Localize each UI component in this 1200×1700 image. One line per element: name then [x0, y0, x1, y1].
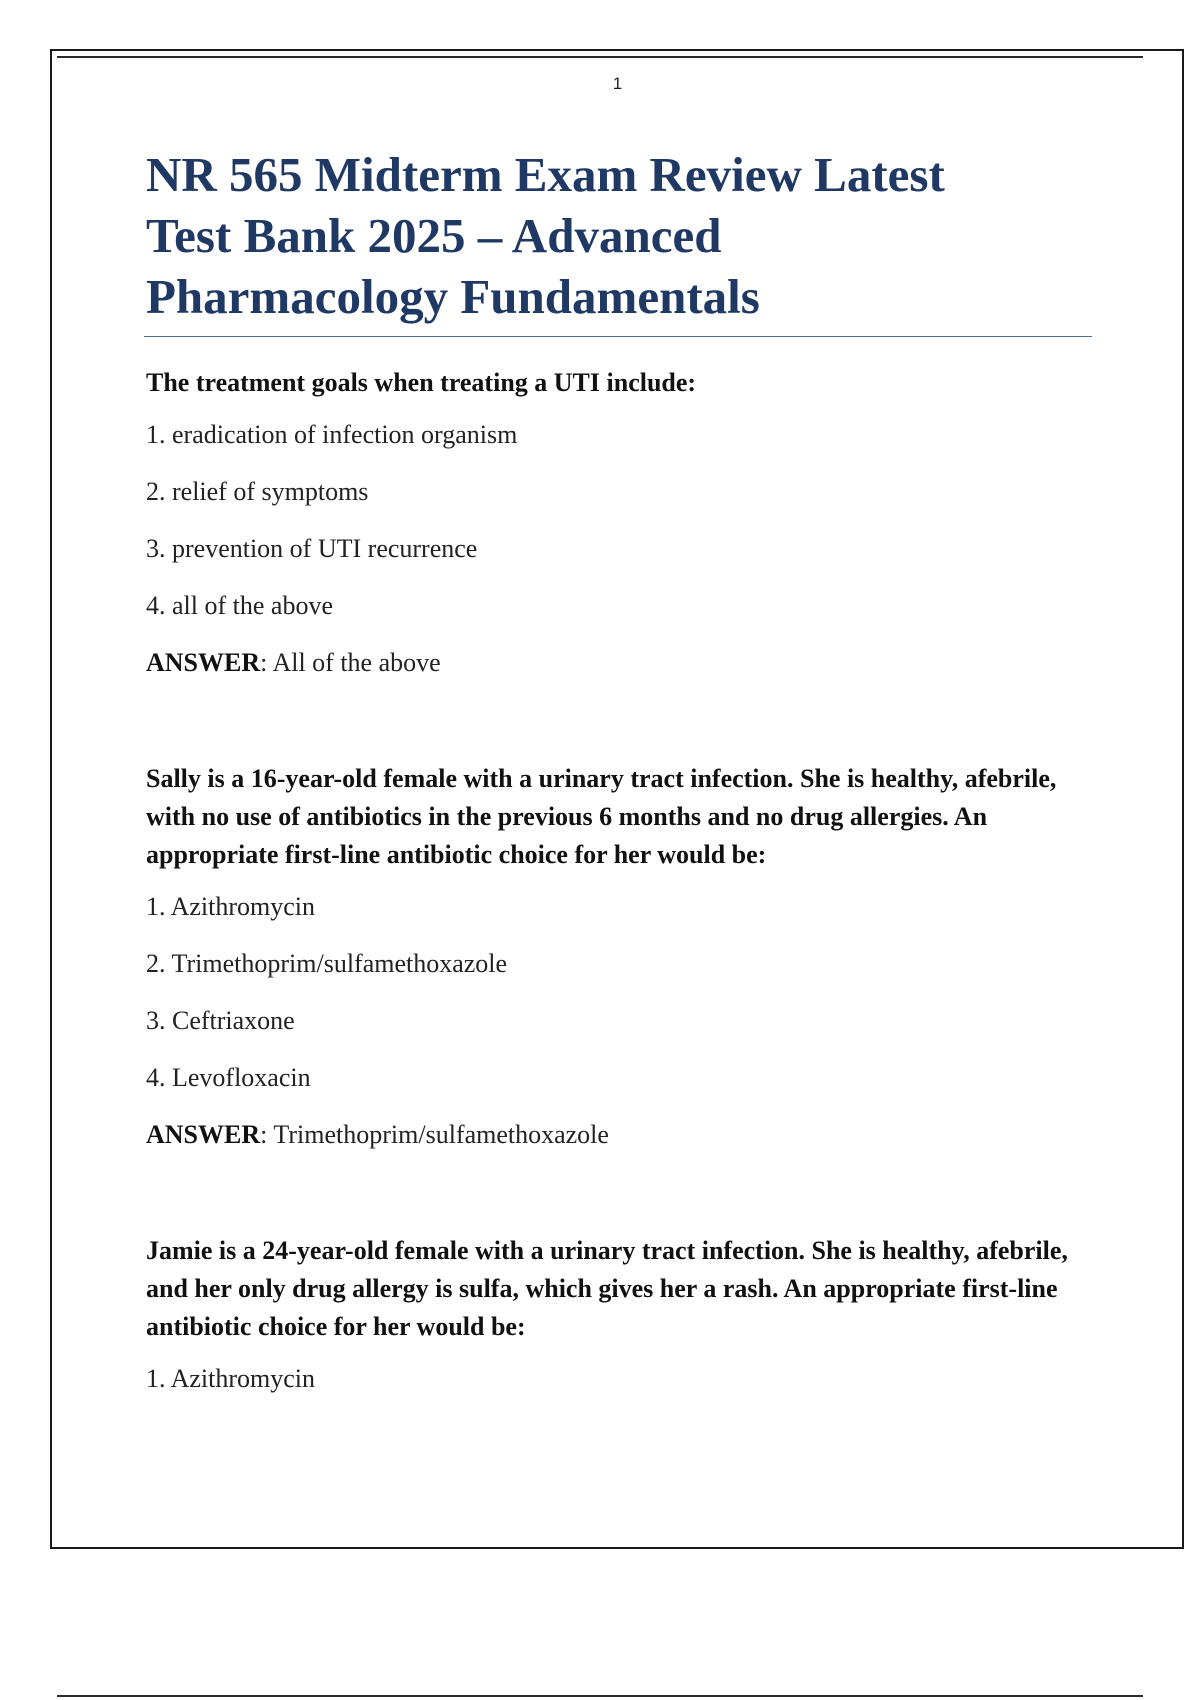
question-block	[146, 1232, 1076, 1398]
title-line: Pharmacology Fundamentals	[146, 269, 760, 324]
question-text: The treatment goals when treating a UTI include:	[146, 368, 697, 397]
question-block	[146, 364, 1076, 682]
answer-line	[146, 644, 1076, 682]
answer-option: 2. relief of symptoms	[146, 477, 369, 506]
answer-option: 4. Levofloxacin	[146, 1063, 311, 1092]
title-underline	[144, 336, 1092, 337]
answer-separator: :	[260, 648, 268, 677]
question-list	[146, 364, 1076, 1476]
question-block	[146, 760, 1076, 1154]
bottom-rule	[57, 1695, 1143, 1697]
answer-option: 1. Azithromycin	[146, 1364, 315, 1393]
page-number: 1	[612, 74, 623, 93]
answer-option: 4. all of the above	[146, 591, 333, 620]
document-title	[146, 144, 1106, 327]
answer-value: Trimethoprim/sulfamethoxazole	[267, 1120, 609, 1149]
answer-label: ANSWER	[146, 1120, 261, 1149]
answer-option: 1. Azithromycin	[146, 892, 315, 921]
answer-value: All of the above	[267, 648, 441, 677]
answer-option: 3. prevention of UTI recurrence	[146, 534, 478, 563]
top-rule	[57, 56, 1143, 58]
title-line: Test Bank 2025 – Advanced	[146, 208, 722, 263]
answer-separator: :	[260, 1120, 268, 1149]
answer-option: 3. Ceftriaxone	[146, 1006, 295, 1035]
answer-line	[146, 1116, 1076, 1154]
title-line: NR 565 Midterm Exam Review Latest	[146, 147, 945, 202]
answer-option: 1. eradication of infection organism	[146, 420, 518, 449]
answer-label: ANSWER	[146, 648, 261, 677]
answer-option: 2. Trimethoprim/sulfamethoxazole	[146, 949, 508, 978]
question-text: Jamie is a 24-year-old female with a urinary tract infection. She is healthy, afebrile, and her only drug allergy is sulfa, which gives her a rash. An appropriate first-line antibiotic choice for her would be:	[146, 1236, 1068, 1341]
question-text: Sally is a 16-year-old female with a urinary tract infection. She is healthy, afebrile, with no use of antibiotics in the previous 6 months and no drug allergies. An appropriate first-line antibiotic choice for her would be:	[146, 764, 1057, 869]
